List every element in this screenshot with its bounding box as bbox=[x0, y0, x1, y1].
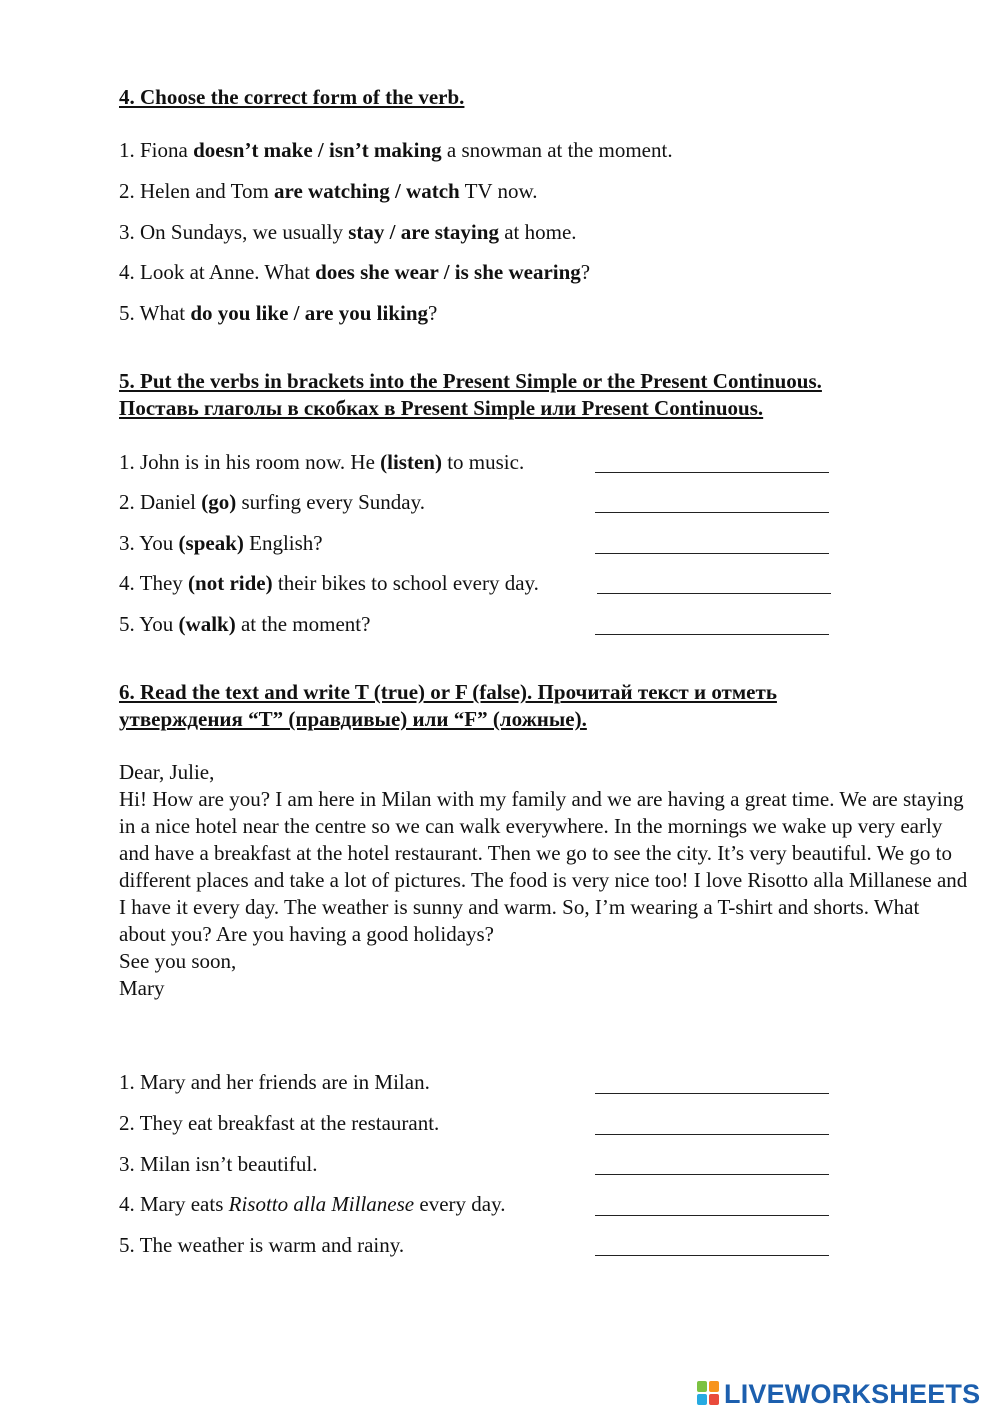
s4-item-1 bbox=[119, 138, 673, 162]
text-run: their bikes to school every day. bbox=[272, 571, 539, 595]
logo-text: LIVEWORKSHEETS bbox=[724, 1379, 981, 1409]
liveworksheets-logo-icon bbox=[697, 1381, 721, 1407]
text-run: 4. They bbox=[119, 571, 189, 595]
bold-text: does she wear / is she wearing bbox=[315, 260, 581, 284]
logo-square-orange bbox=[709, 1381, 719, 1392]
bold-text: do you like / are you liking bbox=[190, 301, 429, 325]
s5-item-2 bbox=[119, 490, 425, 514]
text-run: surfing every Sunday. bbox=[236, 490, 425, 514]
s5-item-1 bbox=[119, 450, 524, 474]
bold-text: are watching / watch bbox=[274, 179, 460, 203]
s6-item-3 bbox=[119, 1152, 318, 1176]
s5-answer-1[interactable] bbox=[595, 472, 829, 473]
text-run: 2. Daniel bbox=[119, 490, 202, 514]
s5-answer-4[interactable] bbox=[597, 593, 831, 594]
s5-item-5 bbox=[119, 612, 370, 636]
text-run: 1. John is in his room now. He bbox=[119, 450, 381, 474]
text-run: 3. Milan isn’t beautiful. bbox=[119, 1152, 318, 1176]
text-run: every day. bbox=[414, 1192, 506, 1216]
s5-item-3 bbox=[119, 531, 323, 555]
text-run: 1. Fiona bbox=[119, 138, 194, 162]
section-5-heading-ru: Поставь глаголы в скобках в Present Simple или Present Continuous. bbox=[119, 396, 764, 420]
bold-text: (speak) bbox=[178, 531, 244, 555]
text-run: 5. You bbox=[119, 612, 179, 636]
text-run: at the moment? bbox=[235, 612, 371, 636]
s4-item-5 bbox=[119, 301, 437, 325]
bold-text: (walk) bbox=[178, 612, 236, 636]
s6-answer-3[interactable] bbox=[595, 1174, 829, 1175]
section-4-heading: 4. Choose the correct form of the verb. bbox=[119, 85, 465, 109]
s6-item-2 bbox=[119, 1111, 439, 1135]
s6-item-4 bbox=[119, 1192, 505, 1216]
s4-item-4 bbox=[119, 260, 590, 284]
text-run: 1. Mary and her friends are in Milan. bbox=[119, 1070, 430, 1094]
text-run: TV now. bbox=[459, 179, 538, 203]
s6-answer-4[interactable] bbox=[595, 1215, 829, 1216]
s5-answer-3[interactable] bbox=[595, 553, 829, 554]
s6-item-5 bbox=[119, 1233, 404, 1257]
section-6-heading: 6. Read the text and write T (true) or F (false). Прочитай текст и отметь bbox=[119, 680, 777, 704]
bold-text: (not ride) bbox=[188, 571, 273, 595]
s6-answer-1[interactable] bbox=[595, 1093, 829, 1094]
bold-text: (go) bbox=[201, 490, 237, 514]
letter-signature: Mary bbox=[119, 976, 165, 1000]
s5-answer-2[interactable] bbox=[595, 512, 829, 513]
liveworksheets-logo[interactable] bbox=[697, 1378, 997, 1410]
text-run: 3. You bbox=[119, 531, 179, 555]
text-run: at home. bbox=[498, 220, 577, 244]
italic-text: Risotto alla Millanese bbox=[228, 1192, 415, 1216]
text-run: English? bbox=[243, 531, 323, 555]
letter-closing: See you soon, bbox=[119, 949, 237, 973]
s4-item-2 bbox=[119, 179, 538, 203]
section-5-heading: 5. Put the verbs in brackets into the Present Simple or the Present Continuous. bbox=[119, 369, 822, 393]
s4-item-3 bbox=[119, 220, 577, 244]
bold-text: doesn’t make / isn’t making bbox=[193, 138, 442, 162]
bold-text: (listen) bbox=[380, 450, 442, 474]
logo-square-green bbox=[697, 1381, 707, 1392]
text-run: ? bbox=[580, 260, 591, 284]
s6-item-1 bbox=[119, 1070, 430, 1094]
text-run: 3. On Sundays, we usually bbox=[119, 220, 349, 244]
bold-text: stay / are staying bbox=[348, 220, 499, 244]
text-run: to music. bbox=[441, 450, 525, 474]
s5-answer-5[interactable] bbox=[595, 634, 829, 635]
text-run: a snowman at the moment. bbox=[441, 138, 673, 162]
text-run: 2. Helen and Tom bbox=[119, 179, 275, 203]
s6-answer-2[interactable] bbox=[595, 1134, 829, 1135]
letter bbox=[119, 759, 969, 1002]
logo-square-red bbox=[709, 1394, 719, 1405]
letter-greeting: Dear, Julie, bbox=[119, 760, 215, 784]
text-run: 4. Look at Anne. What bbox=[119, 260, 316, 284]
text-run: 4. Mary eats bbox=[119, 1192, 229, 1216]
s5-item-4 bbox=[119, 571, 539, 595]
s6-answer-5[interactable] bbox=[595, 1255, 829, 1256]
text-run: 5. What bbox=[119, 301, 191, 325]
text-run: 2. They eat breakfast at the restaurant. bbox=[119, 1111, 440, 1135]
section-6-heading-ru: утверждения “T” (правдивые) или “F” (ложные). bbox=[119, 707, 587, 731]
text-run: 5. The weather is warm and rainy. bbox=[119, 1233, 405, 1257]
text-run: ? bbox=[428, 301, 438, 325]
letter-body: Hi! How are you? I am here in Milan with my family and we are having a great time. We are staying in a nice hotel near the centre so we can walk everywhere. In the mornings we wake up very early and have a breakfast at the hotel restaurant. Then we go to see the city. It’s very beautiful. We go to different places and take a lot of pictures. The food is very nice too! I love Risotto alla Millanese and I have it every day. The weather is sunny and warm. So, I’m wearing a T-shirt and shorts. What about you? Are you having a good holidays? bbox=[119, 787, 968, 946]
logo-square-blue bbox=[697, 1394, 707, 1405]
